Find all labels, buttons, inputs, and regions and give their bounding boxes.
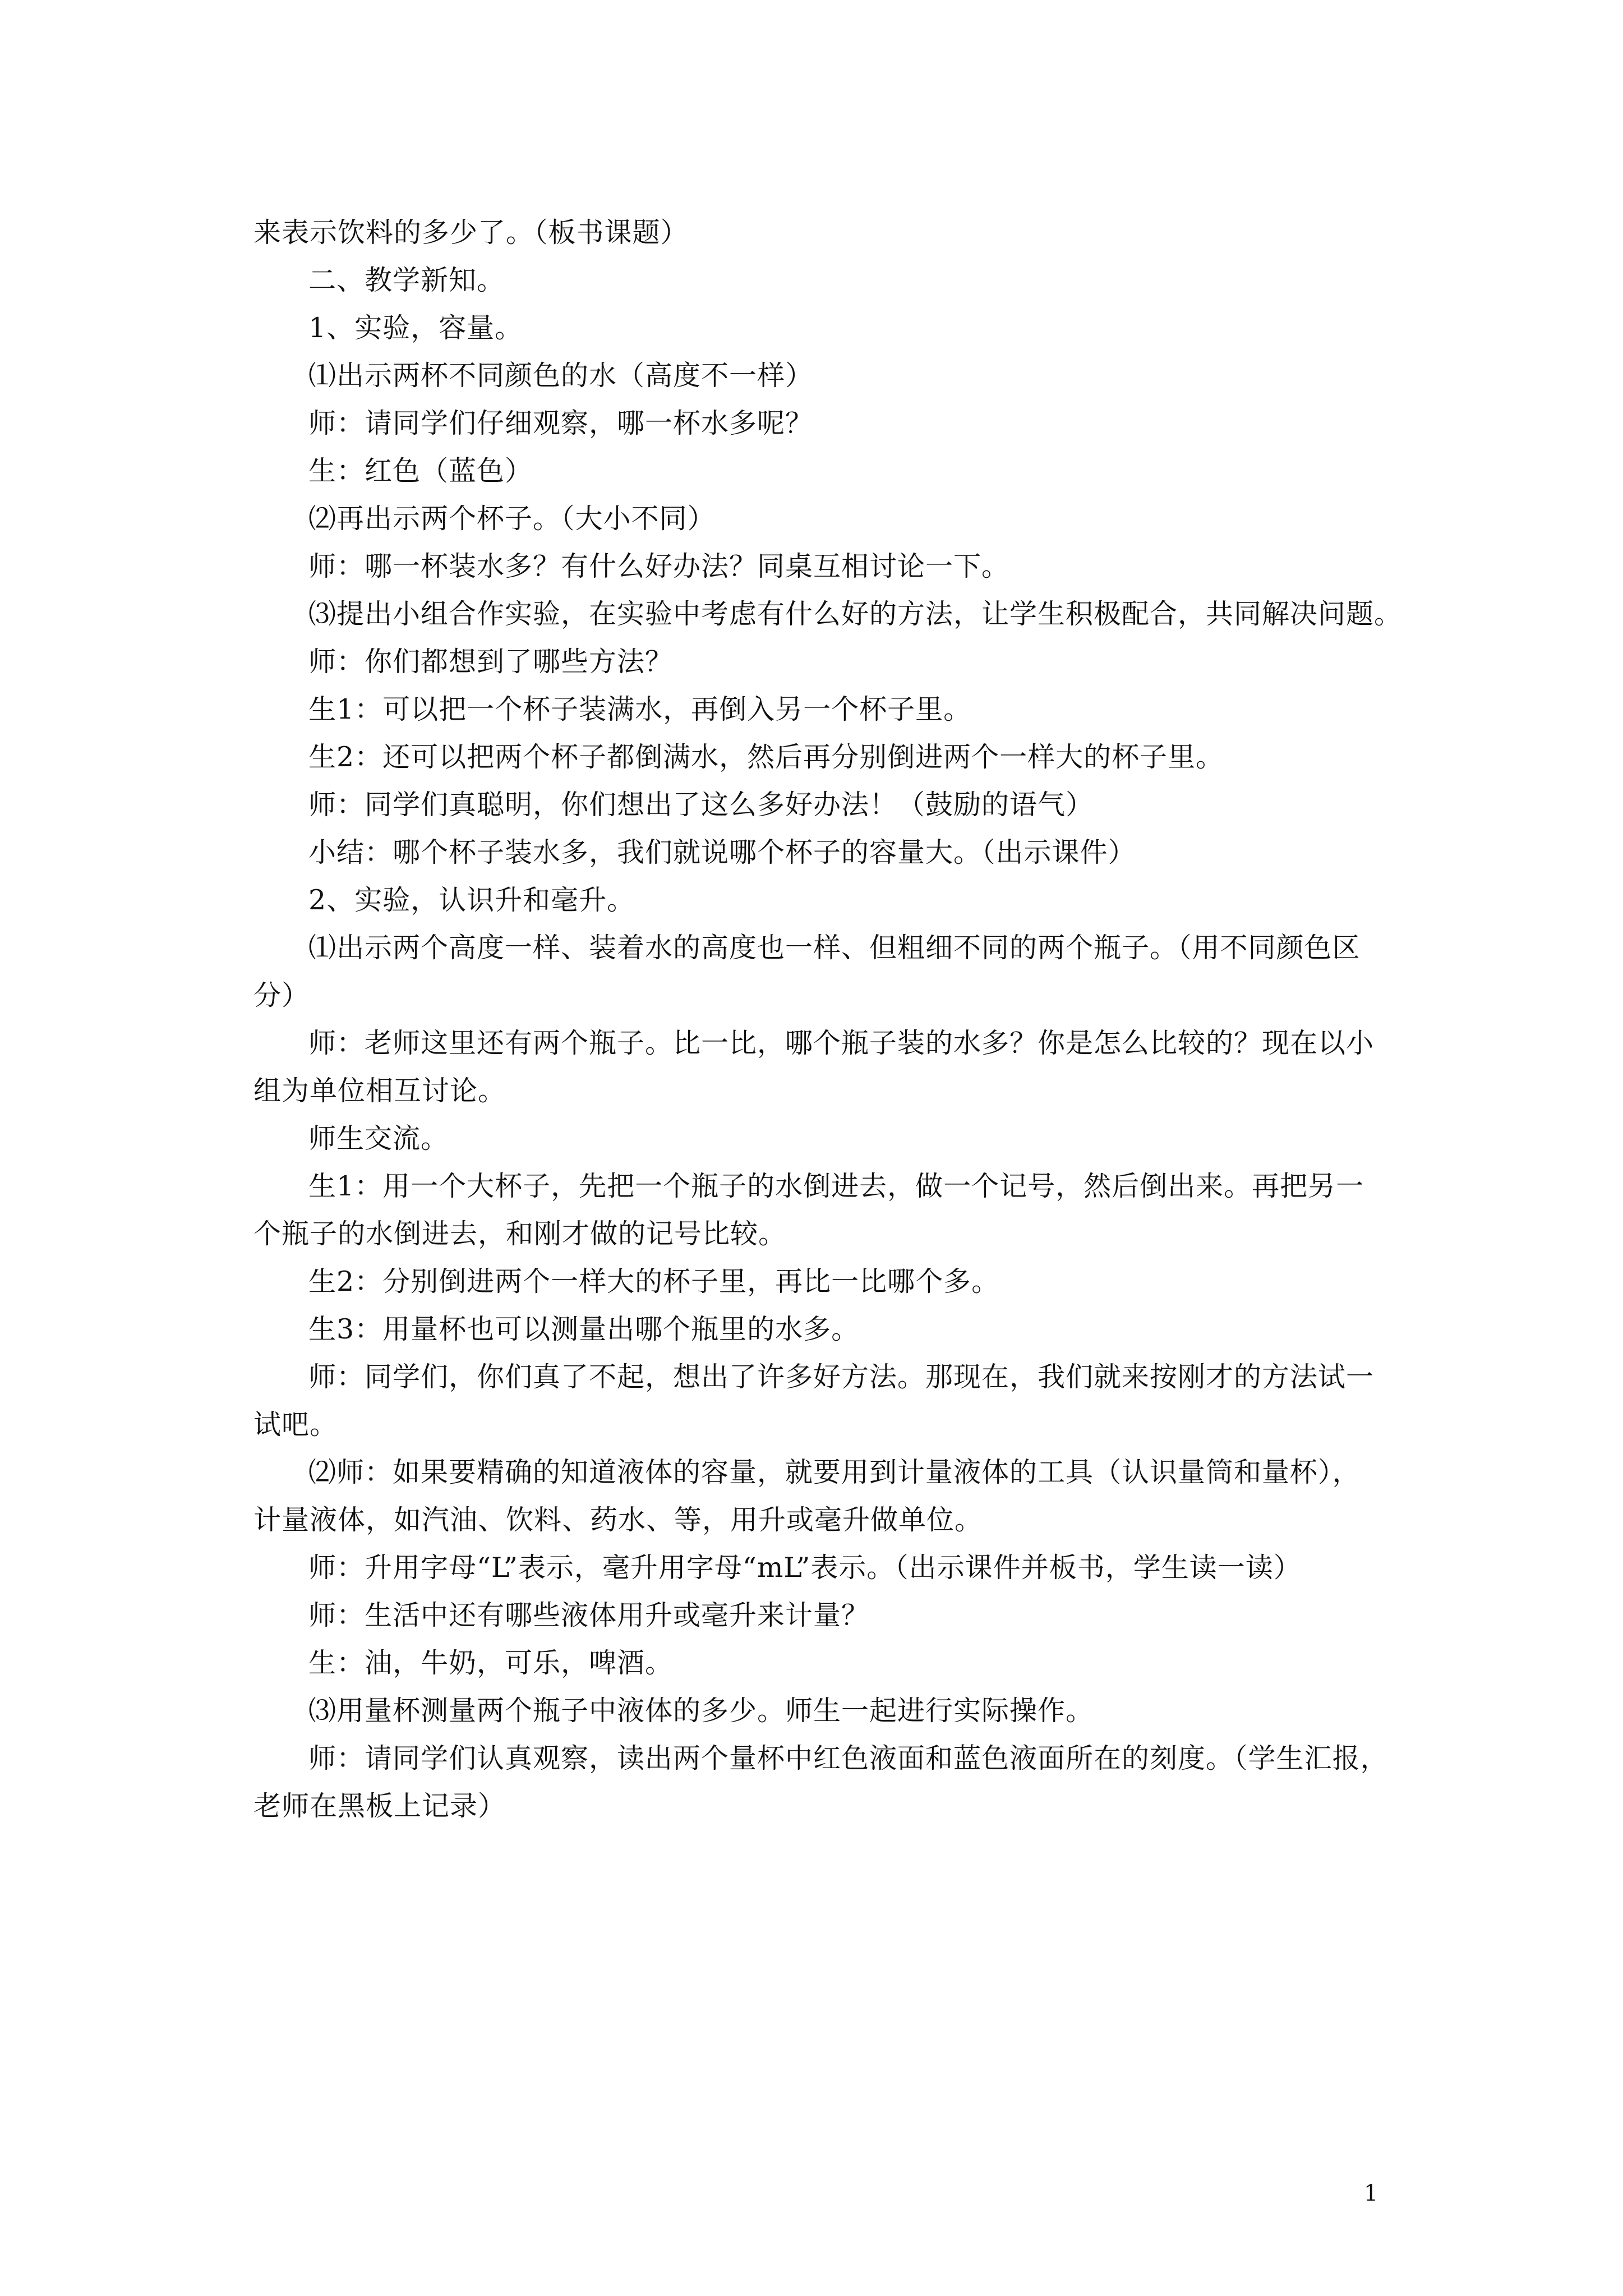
text-line: 试吧。: [253, 1409, 338, 1441]
text-line: 个瓶子的水倒进去，和刚才做的记号比较。: [253, 1218, 787, 1250]
text-line: 小结：哪个杯子装水多，我们就说哪个杯子的容量大。（出示课件）: [308, 836, 1136, 868]
text-line: 师：哪一杯装水多？有什么好办法？同桌互相讨论一下。: [308, 550, 1010, 582]
text-line: ⑴出示两杯不同颜色的水（高度不一样）: [308, 360, 814, 392]
text-line: 生3：用量杯也可以测量出哪个瓶里的水多。: [308, 1313, 860, 1345]
text-line: ⑶用量杯测量两个瓶子中液体的多少。师生一起进行实际操作。: [308, 1695, 1094, 1727]
text-line: 生：油，牛奶，可乐，啤酒。: [308, 1647, 674, 1679]
text-line: 生2：分别倒进两个一样大的杯子里，再比一比哪个多。: [308, 1266, 1000, 1297]
text-line: 师：生活中还有哪些液体用升或毫升来计量？: [308, 1599, 870, 1631]
text-line: 师：老师这里还有两个瓶子。比一比，哪个瓶子装的水多？你是怎么比较的？现在以小: [308, 1027, 1375, 1059]
text-line: ⑵再出示两个杯子。（大小不同）: [308, 503, 716, 535]
text-line: 生：红色（蓝色）: [308, 455, 533, 487]
text-line: 生1：可以把一个杯子装满水，再倒入另一个杯子里。: [308, 693, 972, 725]
text-line: 分）: [253, 979, 310, 1011]
text-line: 组为单位相互讨论。: [253, 1075, 506, 1107]
text-line: 生2：还可以把两个杯子都倒满水，然后再分别倒进两个一样大的杯子里。: [308, 741, 1224, 773]
text-line: 师：请同学们仔细观察，哪一杯水多呢？: [308, 407, 814, 439]
text-line: 老师在黑板上记录）: [253, 1790, 506, 1822]
page-number: 1: [1364, 2180, 1378, 2206]
text-line: 师：升用字母“L”表示，毫升用字母“mL”表示。（出示课件并板书，学生读一读）: [308, 1552, 1302, 1584]
text-line: 师：同学们真聪明，你们想出了这么多好办法！（鼓励的语气）: [308, 789, 1094, 821]
text-line: 师生交流。: [308, 1122, 449, 1154]
text-line: 来表示饮料的多少了。（板书课题）: [253, 217, 689, 249]
text-line: 师：请同学们认真观察，读出两个量杯中红色液面和蓝色液面所在的刻度。（学生汇报，: [308, 1742, 1389, 1774]
text-line: 2、实验，认识升和毫升。: [308, 884, 635, 916]
text-line: ⑴出示两个高度一样、装着水的高度也一样、但粗细不同的两个瓶子。（用不同颜色区: [308, 932, 1361, 964]
text-line: 师：你们都想到了哪些方法？: [308, 646, 674, 678]
text-line: 计量液体，如汽油、饮料、药水、等，用升或毫升做单位。: [253, 1504, 983, 1536]
text-line: 生1：用一个大杯子，先把一个瓶子的水倒进去，做一个记号，然后倒出来。再把另一: [308, 1170, 1364, 1202]
text-line: 师：同学们，你们真了不起，想出了许多好方法。那现在，我们就来按刚才的方法试一: [308, 1361, 1375, 1393]
text-line: 1、实验，容量。: [308, 312, 523, 344]
text-line: ⑵师：如果要精确的知道液体的容量，就要用到计量液体的工具（认识量筒和量杯），: [308, 1456, 1361, 1488]
text-line: 二、教学新知。: [308, 264, 505, 296]
document-body: [253, 209, 1403, 1830]
text-line: ⑶提出小组合作实验，在实验中考虑有什么好的方法，让学生积极配合，共同解决问题。: [308, 598, 1403, 630]
